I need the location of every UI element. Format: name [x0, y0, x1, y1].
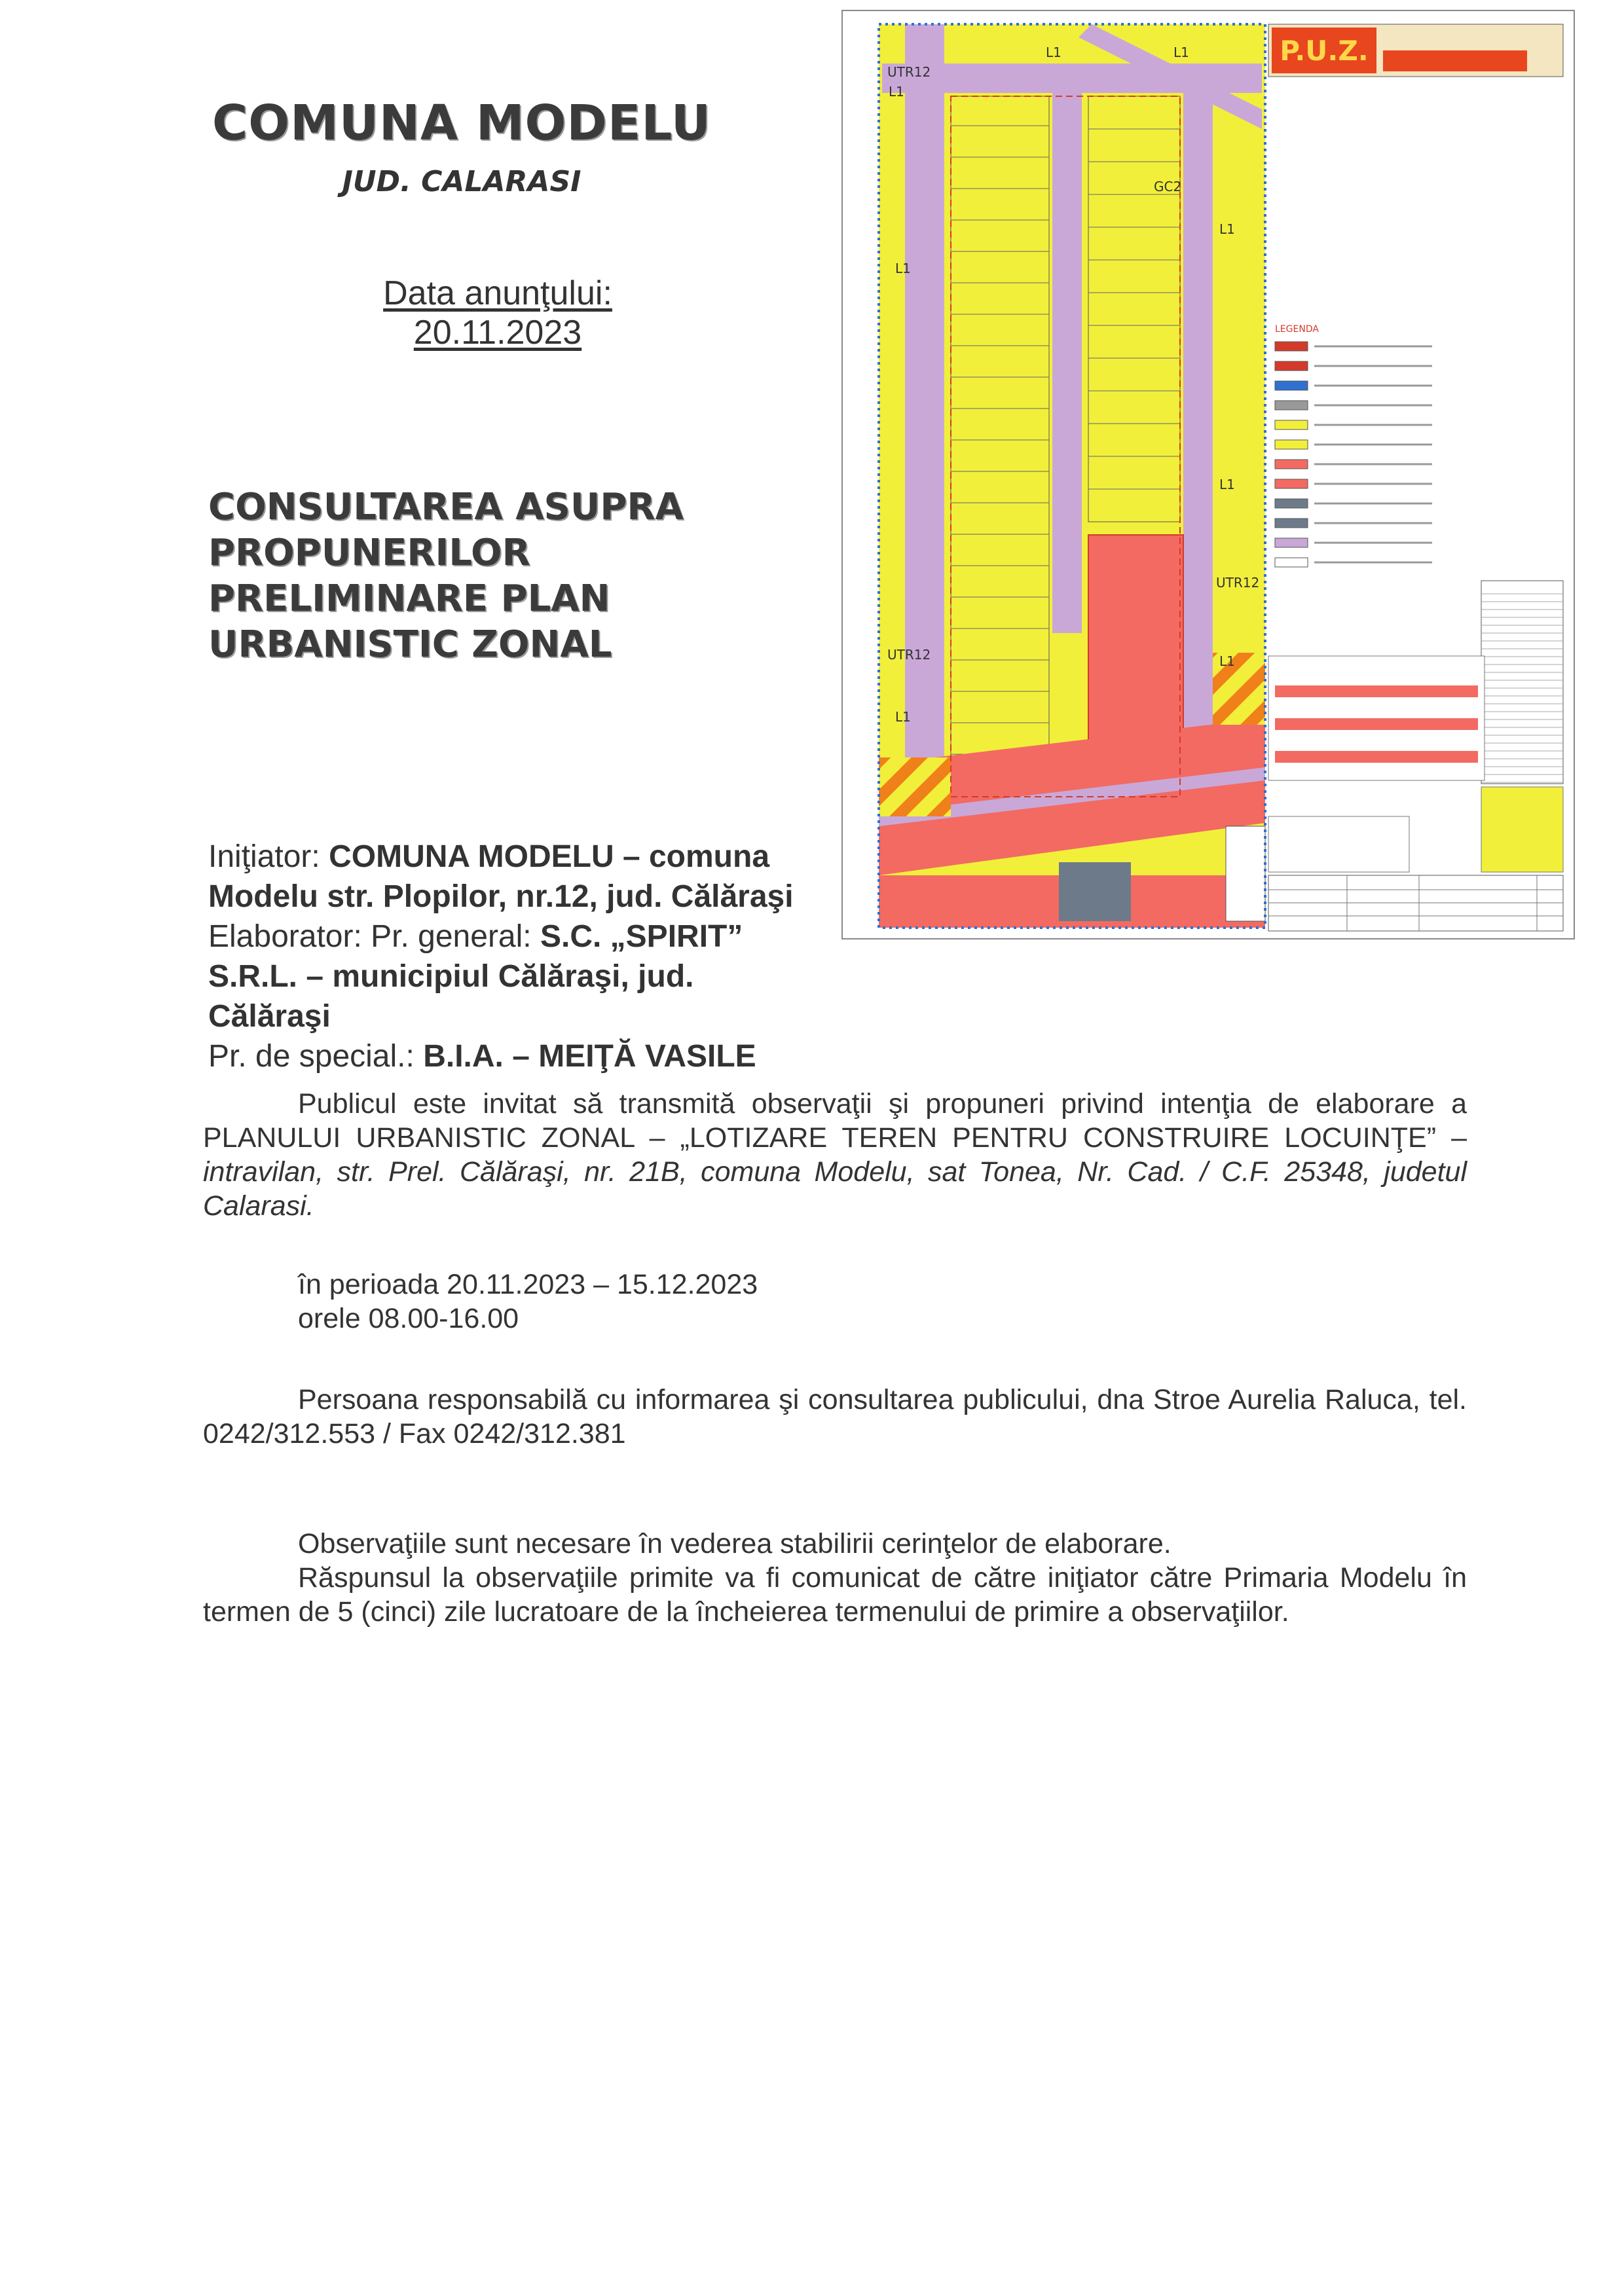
map-label-l1: L1 — [889, 84, 904, 100]
indicators-table — [1268, 816, 1409, 872]
consultation-title-line: CONSULTAREA ASUPRA — [208, 486, 684, 528]
map-label-l1: L1 — [895, 261, 911, 276]
legend-swatch — [1275, 440, 1308, 449]
announcement-date-label: Data anunţului: — [383, 274, 612, 312]
elaborator-label: Elaborator: Pr. general: — [208, 919, 532, 954]
regulation-banner — [1383, 50, 1527, 71]
map-label-l1: L1 — [1219, 477, 1235, 492]
observations-paragraph — [203, 1527, 1467, 1629]
map-label-l1: L1 — [1173, 45, 1189, 60]
specialist-value: B.I.A. – MEIŢĂ VASILE — [423, 1039, 756, 1074]
legend-swatch — [1275, 538, 1308, 547]
invitation-paragraph — [203, 1087, 1467, 1223]
legend-title: LEGENDA — [1275, 324, 1319, 335]
map-label-utr12: UTR12 — [1216, 575, 1260, 591]
credits-block — [208, 837, 798, 1076]
consultation-title-line: PROPUNERILOR — [208, 532, 530, 574]
legend-swatch — [1275, 401, 1308, 410]
building-block — [1059, 862, 1131, 921]
street-central — [1052, 90, 1082, 633]
elaborator-value: S.C. „SPIRIT” — [540, 919, 743, 954]
small-legend-box — [1226, 826, 1265, 921]
street-west — [905, 24, 944, 810]
consultation-period — [298, 1267, 758, 1336]
lots-table — [1481, 581, 1563, 784]
initiator-address: Modelu str. Plopilor, nr.12, jud. Călăraşi — [208, 879, 794, 914]
county-title: JUD. CALARASI — [342, 165, 581, 198]
period-line: în perioada 20.11.2023 – 15.12.2023 — [298, 1269, 758, 1300]
map-label-l1: L1 — [1046, 45, 1061, 60]
legend-swatch — [1275, 558, 1308, 567]
contact-text: Persoana responsabilă cu informarea şi consultarea publicului, dna Stroe Aurelia Raluca, tel. 0242/312.553 / Fax 0242/312.381 — [203, 1384, 1467, 1449]
observations-line-2: Răspunsul la observaţiile primite va fi comunicat de către iniţiator către Primaria Modelu în termen de 5 (cinci) zile lucratoare de la încheierea termenului de primire a observaţiilor. — [203, 1562, 1467, 1628]
initiator-label: Iniţiator: — [208, 839, 320, 874]
legend-swatch — [1275, 499, 1308, 508]
map-label-l1: L1 — [1219, 653, 1235, 669]
balance-table — [1481, 787, 1563, 872]
map-label-utr12: UTR12 — [887, 64, 931, 80]
street-east — [1183, 90, 1213, 823]
announcement-date: 20.11.2023 — [413, 314, 582, 352]
consultation-title-line: PRELIMINARE PLAN — [208, 577, 610, 620]
commune-title: COMUNA MODELU — [212, 95, 712, 151]
hours-line: orele 08.00-16.00 — [298, 1303, 519, 1334]
protection-zone-west — [879, 757, 951, 816]
map-label-l1: L1 — [1219, 221, 1235, 237]
consultation-title — [208, 484, 745, 668]
puz-badge: P.U.Z. — [1280, 35, 1369, 67]
legend-swatch — [1275, 479, 1308, 488]
legend-swatch — [1275, 361, 1308, 371]
initiator-value: COMUNA MODELU – comuna — [329, 839, 770, 874]
specialist-label: Pr. de special.: — [208, 1039, 415, 1074]
elaborator-address: S.R.L. – municipiul Călăraşi, jud. Călăraşi — [208, 959, 694, 1034]
map-label-gc2: GC2 — [1154, 179, 1182, 194]
map-legend — [1275, 324, 1432, 567]
contact-paragraph — [203, 1383, 1467, 1451]
map-label-utr12: UTR12 — [887, 647, 931, 663]
observations-line-1: Observaţiile sunt necesare în vederea stabilirii cerinţelor de elaborare. — [298, 1528, 1172, 1559]
map-label-l1: L1 — [895, 709, 911, 725]
legend-swatch — [1275, 460, 1308, 469]
invitation-text: Publicul este invitat să transmită observaţii şi propuneri privind intenţia de elaborare a PLANULUI URBANISTIC ZONAL – „LOTIZARE TEREN PENTRU CONSTRUIRE LOCUINŢE” – — [203, 1088, 1467, 1154]
legend-swatch — [1275, 342, 1308, 351]
legend-swatch — [1275, 381, 1308, 390]
zoning-plan-map — [841, 10, 1575, 939]
location-text: intravilan, str. Prel. Călăraşi, nr. 21B, comuna Modelu, sat Tonea, Nr. Cad. / C.F. 25348, judetul Calarasi. — [203, 1156, 1467, 1222]
legend-swatch — [1275, 519, 1308, 528]
zoning-plan-drawing — [843, 11, 1574, 938]
legend-swatch — [1275, 420, 1308, 429]
consultation-title-line: URBANISTIC ZONAL — [208, 623, 612, 666]
